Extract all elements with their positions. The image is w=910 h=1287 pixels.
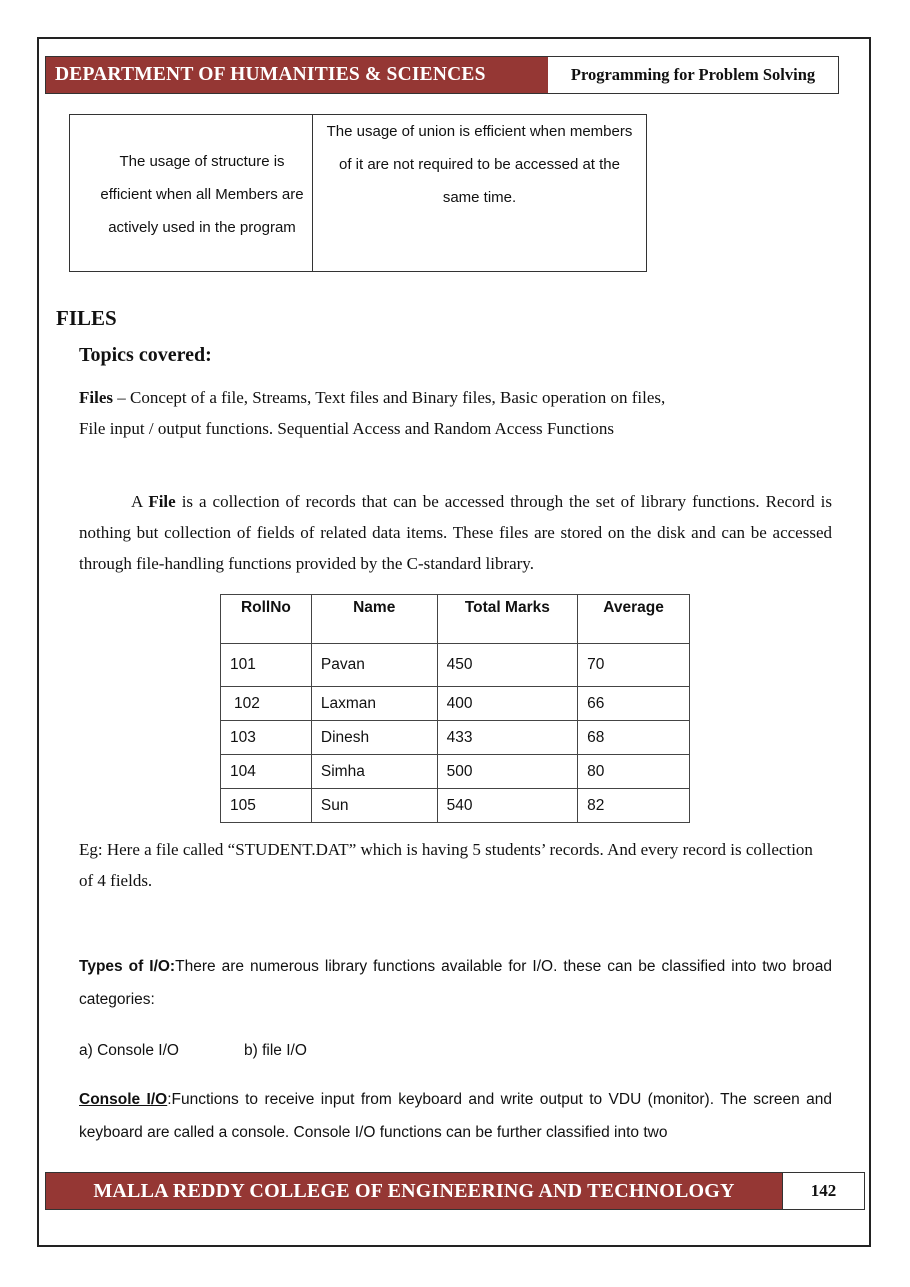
types-of-io-label: Types of I/O: bbox=[79, 958, 176, 975]
table-header-row bbox=[221, 595, 690, 644]
console-io-paragraph bbox=[79, 1083, 832, 1149]
table-row bbox=[221, 789, 690, 823]
section-title: FILES bbox=[56, 306, 117, 330]
console-io-text: :Functions to receive input from keyboard and write output to VDU (monitor). The screen and keyboard are called a console. Console I/O functions can be further classified into two bbox=[79, 1091, 832, 1141]
table-header: Average bbox=[578, 595, 690, 644]
subject-title: Programming for Problem Solving bbox=[548, 57, 838, 93]
table-cell: 400 bbox=[437, 687, 578, 721]
table-cell: 66 bbox=[578, 687, 690, 721]
topics-heading: Topics covered: bbox=[79, 344, 212, 366]
console-io-label: Console I/O bbox=[79, 1091, 168, 1108]
topics-lead: Files bbox=[79, 388, 113, 407]
example-paragraph: Eg: Here a file called “STUDENT.DAT” which is having 5 students’ records. And every record is collection of 4 fields. bbox=[79, 840, 813, 890]
table-cell: 70 bbox=[578, 644, 690, 687]
intro-pre: A bbox=[131, 492, 149, 511]
table-row bbox=[221, 644, 690, 687]
table-cell: Sun bbox=[311, 789, 437, 823]
table-cell: Simha bbox=[311, 755, 437, 789]
topics-line-2: File input / output functions. Sequential Access and Random Access Functions bbox=[79, 419, 614, 438]
category-file-io: b) file I/O bbox=[244, 1042, 307, 1059]
union-usage-cell: The usage of union is efficient when members of it are not required to be accessed at the same time. bbox=[326, 123, 633, 206]
structure-union-comparison-table bbox=[69, 114, 647, 272]
topics-text-1: – Concept of a file, Streams, Text files and Binary files, Basic operation on files, bbox=[113, 388, 666, 407]
table-cell: 105 bbox=[221, 789, 312, 823]
table-cell: Laxman bbox=[311, 687, 437, 721]
file-intro-paragraph bbox=[79, 486, 832, 579]
table-row bbox=[221, 687, 690, 721]
table-cell: 80 bbox=[578, 755, 690, 789]
student-records-table bbox=[220, 594, 690, 823]
table-cell: 540 bbox=[437, 789, 578, 823]
intro-post: is a collection of records that can be accessed through the set of library functions. Record is nothing but collection of fields of related data items. These files are stored on the disk and can be accessed through file-handling functions provided by the C-standard library. bbox=[79, 492, 832, 573]
table-cell: 68 bbox=[578, 721, 690, 755]
page-header bbox=[45, 56, 839, 94]
page-number: 142 bbox=[782, 1173, 864, 1209]
table-header: Name bbox=[311, 595, 437, 644]
types-of-io-text: There are numerous library functions available for I/O. these can be classified into two broad categories: bbox=[79, 958, 832, 1008]
college-name: MALLA REDDY COLLEGE OF ENGINEERING AND TECHNOLOGY bbox=[46, 1173, 782, 1209]
table-cell: 500 bbox=[437, 755, 578, 789]
table-cell: 102 bbox=[221, 687, 312, 721]
table-row bbox=[221, 721, 690, 755]
table-cell: 103 bbox=[221, 721, 312, 755]
table-cell: 433 bbox=[437, 721, 578, 755]
table-header: Total Marks bbox=[437, 595, 578, 644]
intro-bold: File bbox=[148, 492, 176, 511]
table-cell: 101 bbox=[221, 644, 312, 687]
page-footer bbox=[45, 1172, 865, 1210]
table-cell: 450 bbox=[437, 644, 578, 687]
table-cell: 104 bbox=[221, 755, 312, 789]
department-title: DEPARTMENT OF HUMANITIES & SCIENCES bbox=[46, 57, 548, 93]
table-cell: Pavan bbox=[311, 644, 437, 687]
category-console-io: a) Console I/O bbox=[79, 1042, 179, 1059]
types-of-io-paragraph bbox=[79, 950, 832, 1016]
table-cell: Dinesh bbox=[311, 721, 437, 755]
structure-usage-cell: The usage of structure is efficient when all Members are actively used in the program bbox=[70, 115, 313, 271]
topics-line-1 bbox=[79, 382, 839, 413]
table-row bbox=[221, 755, 690, 789]
table-cell: 82 bbox=[578, 789, 690, 823]
table-header: RollNo bbox=[221, 595, 312, 644]
